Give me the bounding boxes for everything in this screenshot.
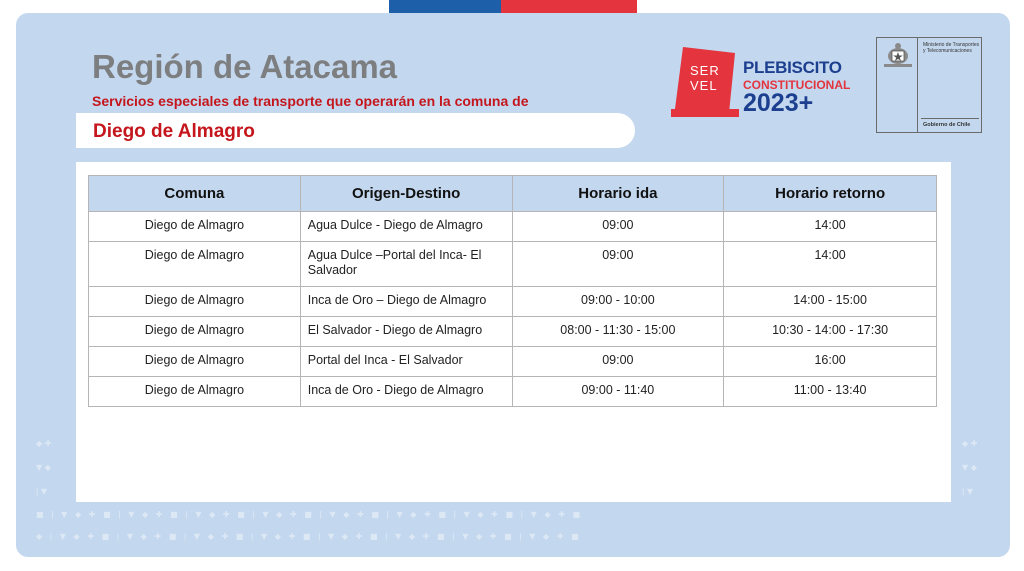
cell-horario-retorno: 11:00 - 13:40: [724, 377, 937, 407]
table-row: [89, 212, 937, 242]
cell-comuna: Diego de Almagro: [89, 377, 301, 407]
servel-line-2: VEL: [690, 78, 718, 93]
servel-line-1: SER: [690, 63, 720, 78]
table-row: [89, 287, 937, 317]
cell-origen-destino: Agua Dulce - Diego de Almagro: [300, 212, 512, 242]
cell-horario-retorno: 10:30 - 14:00 - 17:30: [724, 317, 937, 347]
ministry-name: Ministerio de Transportes y Telecomunicaciones: [923, 42, 980, 54]
ministry-divider: [917, 38, 918, 132]
plebiscito-subtitle: CONSTITUCIONAL: [743, 78, 851, 92]
column-header-horario-retorno: Horario retorno: [724, 176, 937, 212]
cell-horario-retorno: 16:00: [724, 347, 937, 377]
table-row: [89, 377, 937, 407]
cell-origen-destino: Portal del Inca - El Salvador: [300, 347, 512, 377]
cell-horario-ida: 09:00 - 11:40: [512, 377, 724, 407]
ministry-logo: [876, 37, 982, 133]
column-header-horario-ida: Horario ida: [512, 176, 724, 212]
cell-horario-retorno: 14:00: [724, 242, 937, 287]
plebiscito-year: 2023+: [743, 89, 814, 117]
page-title: Región de Atacama: [92, 48, 398, 85]
cell-origen-destino: Inca de Oro – Diego de Almagro: [300, 287, 512, 317]
column-header-origen-destino: Origen-Destino: [300, 176, 512, 212]
servel-logo-text: [690, 63, 730, 93]
cell-comuna: Diego de Almagro: [89, 242, 301, 287]
cell-horario-ida: 09:00: [512, 212, 724, 242]
cell-horario-ida: 08:00 - 11:30 - 15:00: [512, 317, 724, 347]
slide-background: ◆ ✚ ▼ ◆ ǀ ▼ ◆ ✚ ▼ ◆ ǀ ▼ ■ ǀ ▼ ◆ ✚ ■ ǀ ▼ ◆ ✚ ■ ǀ ▼ ◆ ✚ ■ ǀ ▼ ◆ ✚ ■ ǀ ▼ ◆ ✚ ■ ǀ ▼ ◆ ✚ ■ ǀ ▼ ◆ ✚ ■ ǀ ▼ ◆ ✚ ■ ◆ ǀ ▼ ◆ ✚ ■ ǀ ▼ ◆ ✚ ■ ǀ ▼ ◆ ✚ ■ ǀ ▼ ◆ ✚ ■ ǀ ▼ ◆ ✚ ■ ǀ ▼ ◆ ✚ ■ ǀ ▼ ◆ ✚ ■ ǀ ▼ ◆ ✚ ■: [16, 13, 1010, 557]
cell-origen-destino: Agua Dulce –Portal del Inca- El Salvador: [300, 242, 512, 287]
cell-horario-ida: 09:00 - 10:00: [512, 287, 724, 317]
government-label: Gobierno de Chile: [923, 122, 971, 128]
table-header-row: [89, 176, 937, 212]
cell-origen-destino: El Salvador - Diego de Almagro: [300, 317, 512, 347]
flag-stripe-blue: [389, 0, 501, 13]
cell-horario-retorno: 14:00: [724, 212, 937, 242]
commune-name: Diego de Almagro: [93, 121, 255, 142]
cell-comuna: Diego de Almagro: [89, 212, 301, 242]
table-row: [89, 347, 937, 377]
cell-comuna: Diego de Almagro: [89, 287, 301, 317]
cell-comuna: Diego de Almagro: [89, 317, 301, 347]
table-row: [89, 242, 937, 287]
ministry-separator: [921, 118, 979, 119]
chile-crest-icon: [882, 42, 914, 68]
flag-stripe-red: [501, 0, 637, 13]
cell-horario-retorno: 14:00 - 15:00: [724, 287, 937, 317]
plebiscito-title: PLEBISCITO: [743, 58, 842, 77]
cell-horario-ida: 09:00: [512, 242, 724, 287]
cell-comuna: Diego de Almagro: [89, 347, 301, 377]
schedule-table: [88, 175, 937, 407]
cell-origen-destino: Inca de Oro - Diego de Almagro: [300, 377, 512, 407]
page-subtitle: Servicios especiales de transporte que operarán en la comuna de: [92, 93, 529, 109]
table-row: [89, 317, 937, 347]
cell-horario-ida: 09:00: [512, 347, 724, 377]
column-header-comuna: Comuna: [89, 176, 301, 212]
